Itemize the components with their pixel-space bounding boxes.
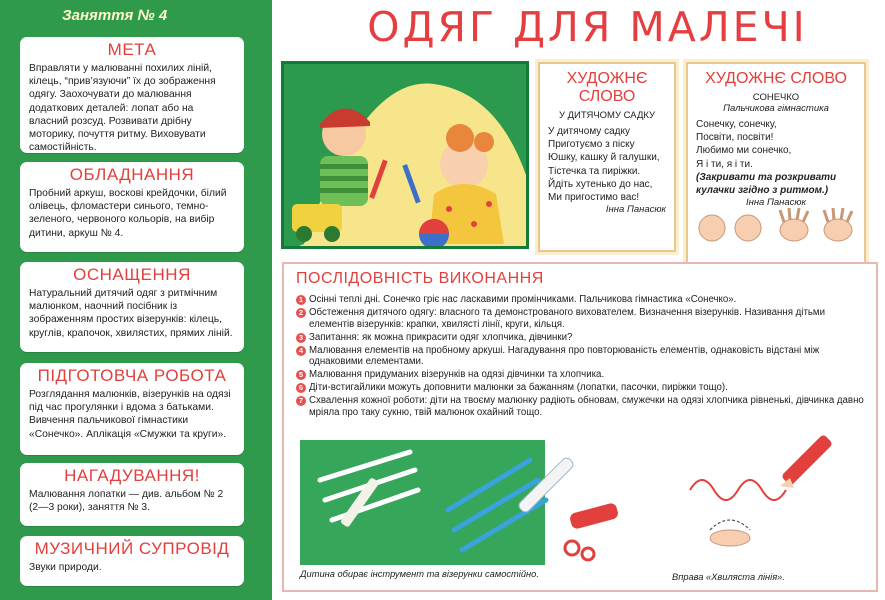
step-item <box>296 307 866 330</box>
page-title: ОДЯГ ДЛЯ МАЛЕЧІ <box>367 3 808 51</box>
step-text: Малювання придуманих візерунків на одязі дівчинки та хлопчика. <box>309 369 605 380</box>
step-item <box>296 345 866 368</box>
step-item <box>296 382 866 394</box>
step-text: Запитання: як можна прикрасити одяг хлопчика, дівчинки? <box>309 331 573 343</box>
sidebar <box>0 0 272 600</box>
wavy-line-pencil-image <box>680 420 870 560</box>
sequence-heading: ПОСЛІДОВНІСТЬ ВИКОНАННЯ <box>296 270 544 287</box>
poem-lines <box>548 125 666 204</box>
sandbox-scene-image <box>284 64 529 249</box>
sequence-steps <box>296 294 866 418</box>
step-number-icon: 4 <box>296 346 306 356</box>
step-number-icon: 7 <box>296 396 306 406</box>
card-title: НАГАДУВАННЯ! <box>64 466 200 485</box>
step-text: Діти-встигайлики можуть доповнити малюнки за бажанням (лопатки, пасочки, пиріжки тощо). <box>309 382 728 393</box>
poem-card-kindergarten <box>538 62 676 252</box>
poem-line: Юшку, кашку й галушки, <box>548 152 660 164</box>
poem-line: Сонечку, сонечку, <box>696 119 777 130</box>
poem-line: Любимо ми сонечко, <box>696 145 792 157</box>
card-title: МУЗИЧНИЙ СУПРОВІД <box>34 539 230 558</box>
step-item <box>296 332 866 344</box>
card-text: Розглядання малюнків, візерунків на одязі під час прогулянки і вдома з батьками. Вивчення пальчикової гімнастики «Сонечко». Аплікація «Смужки та круги». <box>29 389 231 440</box>
children-sandbox-illustration <box>281 61 529 249</box>
card-goal <box>20 37 244 153</box>
poem-title: У ДИТЯЧОМУ САДКУ <box>558 110 656 121</box>
card-title: ОСНАЩЕННЯ <box>73 265 191 284</box>
step-text: Обстеження дитячого одягу: власного та демонстрованого вихователем. Визначення візерунків. Називання дітьми елементів візерунків: крапки, хвилясті лінії, круги, кільця. <box>309 307 825 330</box>
step-number-icon: 1 <box>296 295 306 305</box>
card-text: Пробний аркуш, воскові крейдочки, білий олівець, фломастери синього, темно-зеленого, червоного кольорів, на вибір дитини, аркуш № 4. <box>29 188 227 239</box>
card-text: Натуральний дитячий одяг з ритмічним малюнком, наочний посібник із зображенням простих візерунків: кілець, круглів, крапочок, хвилястих, прямих ліній. <box>29 288 233 339</box>
step-number-icon: 5 <box>296 370 306 380</box>
blue-lines-crayon-image <box>440 420 640 580</box>
poem-author: Інна Панасюк <box>605 204 666 216</box>
poem-line: У дитячому садку <box>548 126 630 137</box>
poem-heading: ХУДОЖНЄ СЛОВО <box>566 70 648 105</box>
step-number-icon: 6 <box>296 383 306 393</box>
poem-line: Посвіти, посвіти! <box>696 132 774 144</box>
step-text: Осінні теплі дні. Сонечко гріє нас ласкавими промінчиками. Пальчикова гімнастика «Сонечко». <box>309 294 737 305</box>
step-number-icon: 2 <box>296 308 306 318</box>
poem-card-sunshine <box>686 62 866 270</box>
card-reminder <box>20 463 244 526</box>
card-text: Вправляти у малюванні похилих ліній, кілець, “прив’язуючи” їх до зображення одягу. Заохочувати до малювання додаткових деталей: лопат або на власний розсуд. Розвивати дрібну моторику, почуття ритму. Виховувати самостійність. <box>29 63 216 154</box>
card-text: Малювання лопатки — див. альбом № 2 (2—3 роки), заняття № 3. <box>29 489 224 514</box>
caption-right: Вправа «Хвиляста лінія». <box>672 572 785 582</box>
poem-subtitle: Пальчикова гімнастика <box>723 103 829 114</box>
card-preparation <box>20 363 244 455</box>
poem-line: Тістечка та пиріжки. <box>548 165 641 177</box>
poem-line: Йдіть хутенько до нас, <box>548 178 653 190</box>
card-materials <box>20 262 244 352</box>
hand-gesture-illustration <box>696 208 858 244</box>
poem-line: Я і ти, я і ти. <box>696 158 753 170</box>
step-item <box>296 369 866 381</box>
step-text: Схвалення кожної роботи: діти на твоєму малюнку радіють обновам, смужечки на одязі хлопчика рівненькі, дівчинка давно мріяла про таку сукню, твій малюнок охайний тощо. <box>309 395 864 418</box>
step-item <box>296 294 866 306</box>
poem-heading: ХУДОЖНЄ СЛОВО <box>705 70 847 87</box>
poem-line: Ми пригостимо вас! <box>548 192 640 204</box>
step-number-icon: 3 <box>296 333 306 343</box>
card-equipment <box>20 162 244 252</box>
card-title: ОБЛАДНАННЯ <box>69 165 195 184</box>
card-music <box>20 536 244 586</box>
poem-line: Приготуємо з піску <box>548 139 635 151</box>
caption-left: Дитина обирає інструмент та візерунки самостійно. <box>300 569 539 579</box>
lesson-number: Заняття № 4 <box>62 7 168 24</box>
step-item <box>296 395 866 418</box>
poem-author: Інна Панасюк <box>745 197 807 209</box>
poem-lines <box>696 118 856 197</box>
card-title: ПІДГОТОВЧА РОБОТА <box>37 366 227 385</box>
step-text: Малювання елементів на пробному аркуші. Нагадування про повторюваність елементів, однаковість відстані між однаковими елементами. <box>309 344 820 367</box>
card-text: Звуки природи. <box>29 562 102 573</box>
poem-title: СОНЕЧКО <box>752 92 800 103</box>
poem-instruction: (Закривати та розкривати кулачки згідно з ритмом.) <box>696 171 837 197</box>
card-title: МЕТА <box>107 40 157 59</box>
